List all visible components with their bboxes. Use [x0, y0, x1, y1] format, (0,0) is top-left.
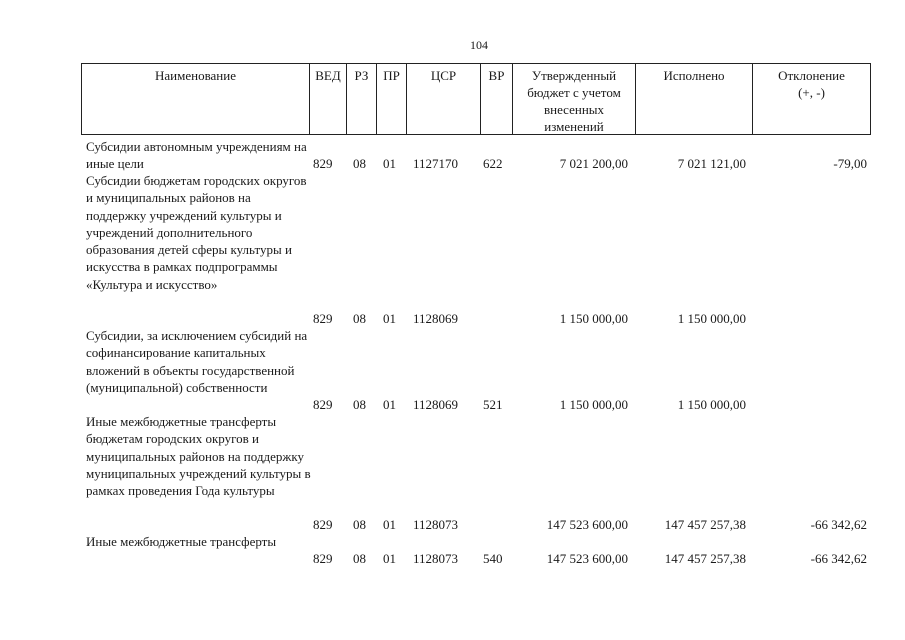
- row-0-rz: 08: [353, 156, 366, 171]
- header-deviation: Отклонение (+, -): [752, 64, 870, 134]
- row-0-deviation: -79,00: [833, 156, 867, 171]
- header-done: Исполнено: [635, 64, 752, 134]
- row-3-rz: 08: [353, 517, 366, 532]
- row-0-pr: 01: [383, 156, 396, 171]
- row-3-deviation: -66 342,62: [810, 517, 867, 532]
- row-3-pr: 01: [383, 517, 396, 532]
- row-2-csr: 1128069: [413, 397, 459, 412]
- row-4-ved: 829: [313, 551, 333, 566]
- row-1-name: Субсидии бюджетам городских округов и муниципальных районов на поддержку учреждений культуры и учреждений дополнительного образования детей сферы культуры и искусства в рамках подпрограммы «Культура и искусство»: [86, 173, 307, 292]
- page-number: 104: [470, 38, 488, 52]
- header-name: Наименование: [155, 68, 236, 83]
- header-ved: ВЕД: [309, 64, 346, 134]
- row-4-rz: 08: [353, 551, 366, 566]
- row-1-budget: 1 150 000,00: [559, 311, 628, 326]
- row-4-name: Иные межбюджетные трансферты: [86, 534, 277, 549]
- row-2-pr: 01: [383, 397, 396, 412]
- row-0-vr: 622: [483, 156, 503, 171]
- row-4-vr: 540: [483, 551, 503, 566]
- row-2-ved: 829: [313, 397, 333, 412]
- row-1-csr: 1128069: [413, 311, 459, 326]
- row-0-name: Субсидии автономным учреждениям на иные цели: [86, 139, 307, 172]
- row-1-rz: 08: [353, 311, 366, 326]
- row-1-pr: 01: [383, 311, 396, 326]
- row-2-name: Субсидии, за исключением субсидий на софинансирование капитальных вложений в объекты государственной (муниципальной) собственности: [86, 328, 308, 395]
- row-1-done: 1 150 000,00: [677, 311, 746, 326]
- header-vr: ВР: [480, 64, 512, 134]
- row-3-name: Иные межбюджетные трансферты бюджетам городских округов и муниципальных районов на поддержку муниципальных учреждений культуры в рамках проведения Года культуры: [86, 414, 311, 499]
- row-2-rz: 08: [353, 397, 366, 412]
- header-rz: РЗ: [346, 64, 376, 134]
- header-budget: Утвержденный бюджет с учетом внесенных изменений: [512, 64, 635, 134]
- row-4-done: 147 457 257,38: [664, 551, 746, 566]
- row-4-budget: 147 523 600,00: [546, 551, 628, 566]
- row-3-csr: 1128073: [413, 517, 459, 532]
- row-3-budget: 147 523 600,00: [546, 517, 628, 532]
- row-2-done: 1 150 000,00: [677, 397, 746, 412]
- header-pr: ПР: [376, 64, 406, 134]
- row-3-done: 147 457 257,38: [664, 517, 746, 532]
- row-4-deviation: -66 342,62: [810, 551, 867, 566]
- row-0-budget: 7 021 200,00: [559, 156, 628, 171]
- row-2-vr: 521: [483, 397, 503, 412]
- row-0-csr: 1127170: [413, 156, 459, 171]
- row-4-pr: 01: [383, 551, 396, 566]
- header-csr: ЦСР: [406, 64, 480, 134]
- row-4-csr: 1128073: [413, 551, 459, 566]
- row-1-ved: 829: [313, 311, 333, 326]
- row-2-budget: 1 150 000,00: [559, 397, 628, 412]
- row-0-done: 7 021 121,00: [677, 156, 746, 171]
- row-3-ved: 829: [313, 517, 333, 532]
- row-0-ved: 829: [313, 156, 333, 171]
